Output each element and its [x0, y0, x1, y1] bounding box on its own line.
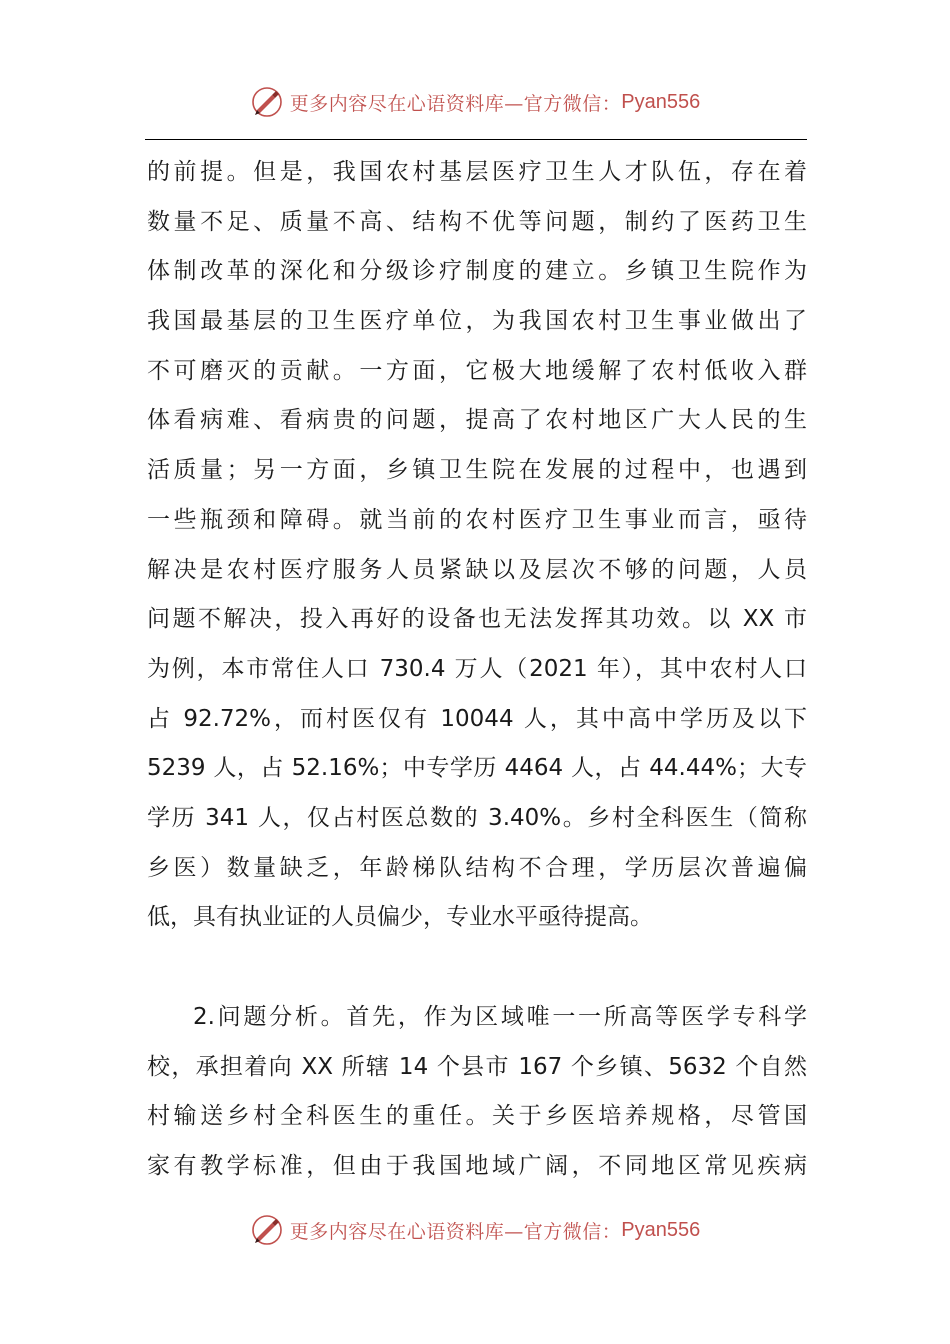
text-line: 2.问题分析。首先，作为区域唯一一所高等医学专科学 [193, 1004, 807, 1030]
header-banner [0, 82, 950, 122]
text-line: 体制改革的深化和分级诊疗制度的建立。乡镇卫生院作为 [147, 258, 807, 285]
header-text: 更多内容尽在心语资料库—官方微信： [289, 92, 622, 115]
text-line: 为例，本市常住人口 730.4 万人（2021 年），其中农村人口 [147, 655, 807, 682]
text-line: 一些瓶颈和障碍。就当前的农村医疗卫生事业而言，亟待 [147, 506, 807, 533]
text-line: 村输送乡村全科医生的重任。关于乡医培养规格，尽管国 [147, 1103, 807, 1130]
footer-wechat-id: Pyan556 [621, 1218, 701, 1241]
text-line: 校，承担着向 XX 所辖 14 个县市 167 个乡镇、5632 个自然 [147, 1053, 807, 1080]
paragraph-spacer [147, 943, 807, 993]
text-line: 不可磨灭的贡献。一方面，它极大地缓解了农村低收入群 [147, 357, 807, 384]
paragraph-1 [147, 148, 807, 943]
text-line: 活质量；另一方面，乡镇卫生院在发展的过程中，也遇到 [147, 457, 807, 484]
text-line: 占 92.72%，而村医仅有 10044 人，其中高中学历及以下 [147, 705, 807, 732]
header-divider [145, 139, 807, 140]
footer-text: 更多内容尽在心语资料库—官方微信： [289, 1220, 622, 1243]
text-line: 数量不足、质量不高、结构不优等问题，制约了医药卫生 [147, 208, 807, 235]
text-line: 问题不解决，投入再好的设备也无法发挥其功效。以 XX 市 [147, 606, 807, 633]
pen-logo-icon [250, 85, 284, 119]
text-line: 解决是农村医疗服务人员紧缺以及层次不够的问题，人员 [147, 556, 807, 583]
text-line: 5239 人，占 52.16%；中专学历 4464 人，占 44.44%；大专 [147, 755, 807, 782]
header-wechat-id: Pyan556 [621, 90, 701, 113]
text-line: 我国最基层的卫生医疗单位，为我国农村卫生事业做出了 [147, 308, 807, 335]
text-line: 体看病难、看病贵的问题，提高了农村地区广大人民的生 [147, 407, 807, 434]
paragraph-2 [147, 993, 807, 1192]
text-line: 学历 341 人，仅占村医总数的 3.40%。乡村全科医生（简称 [147, 804, 807, 831]
pen-logo-icon [250, 1213, 284, 1247]
text-line: 低，具有执业证的人员偏少，专业水平亟待提高。 [147, 904, 653, 931]
text-line: 乡医）数量缺乏，年龄梯队结构不合理，学历层次普遍偏 [147, 854, 807, 881]
text-line: 的前提。但是，我国农村基层医疗卫生人才队伍，存在着 [147, 159, 807, 185]
text-line: 家有教学标准，但由于我国地域广阔，不同地区常见疾病 [147, 1153, 807, 1180]
document-body [147, 148, 807, 1192]
footer-banner [0, 1210, 950, 1250]
